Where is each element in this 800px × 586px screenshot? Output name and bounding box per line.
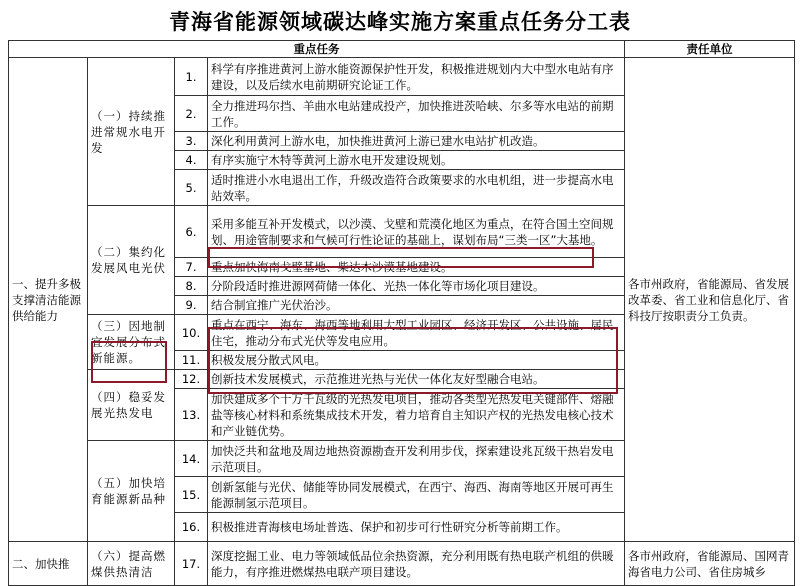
section-cell: 二、加快推 bbox=[9, 542, 88, 586]
task-text: 创新技术发展模式，示范推进光热与光伏一体化友好型融合电站。 bbox=[208, 370, 625, 389]
task-text: 分阶段适时推进源网荷储一体化、光热一体化等市场化项目建设。 bbox=[208, 277, 625, 296]
row-number: 1. bbox=[175, 58, 208, 96]
task-text: 重点加快海南戈壁基地、柴达木沙漠基地建设。 bbox=[208, 258, 625, 277]
task-text: 适时推进小水电退出工作，升级改造符合政策要求的水电机组，进一步提高水电站效率。 bbox=[208, 170, 625, 206]
header-tasks: 重点任务 bbox=[9, 41, 625, 58]
row-number: 12. bbox=[175, 370, 208, 389]
task-text: 科学有序推进黄河上游水能资源保护性开发，积极推进规划内大中型水电站有序建设，以及后续水电前期研究论证工作。 bbox=[208, 58, 625, 96]
row-number: 9. bbox=[175, 296, 208, 315]
row-number: 10. bbox=[175, 315, 208, 351]
task-text: 创新氢能与光伏、储能等协同发展模式，在西宁、海西、海南等地区开展可再生能源制氢示范项目。 bbox=[208, 477, 625, 513]
row-number: 5. bbox=[175, 170, 208, 206]
row-number: 11. bbox=[175, 351, 208, 370]
row-number: 17. bbox=[175, 542, 208, 586]
group-cell: （三）因地制宜发展分布式新能源。 bbox=[88, 315, 175, 370]
document-title: 青海省能源领域碳达峰实施方案重点任务分工表 bbox=[169, 9, 631, 34]
task-text: 加快建成多个十万千瓦级的光热发电项目，推动各类型光热发电关键部件、熔融盐等核心材料和系统集成技术开发，着力培育自主知识产权的光热发电核心技术和产业链优势。 bbox=[208, 389, 625, 441]
task-text: 积极推进青海核电场址普选、保护和初步可行性研究分析等前期工作。 bbox=[208, 513, 625, 542]
header-responsible: 责任单位 bbox=[625, 41, 795, 58]
task-text: 加快泛共和盆地及周边地热资源勘查开发利用步伐，探索建设兆瓦级干热岩发电示范项目。 bbox=[208, 441, 625, 477]
table-row bbox=[9, 58, 795, 96]
task-text: 结合制宜推广光伏治沙。 bbox=[208, 296, 625, 315]
row-number: 16. bbox=[175, 513, 208, 542]
row-number: 14. bbox=[175, 441, 208, 477]
task-text: 全力推进玛尔挡、羊曲水电站建成投产，加快推进茨哈峡、尔多等水电站的前期工作。 bbox=[208, 96, 625, 132]
task-text: 有序实施宁木特等黄河上游水电开发建设规划。 bbox=[208, 151, 625, 170]
responsible-cell: 各市州政府，省能源局、省发展改革委、省工业和信息化厅、省科技厅按职责分工负责。 bbox=[625, 58, 795, 542]
row-number: 7. bbox=[175, 258, 208, 277]
task-text: 重点在西宁、海东、海西等地利用大型工业园区、经济开发区、公共设施、居民住宅，推动分布式光伏等发电应用。 bbox=[208, 315, 625, 351]
group-cell: （二）集约化发展风电光伏 bbox=[88, 206, 175, 315]
row-number: 3. bbox=[175, 132, 208, 151]
responsible-cell: 各市州政府，省能源局、国网青海省电力公司、省住房城乡 bbox=[625, 542, 795, 586]
row-number: 2. bbox=[175, 96, 208, 132]
row-number: 6. bbox=[175, 206, 208, 258]
task-text: 深化利用黄河上游水电，加快推进黄河上游已建水电站扩机改造。 bbox=[208, 132, 625, 151]
table-header-row bbox=[9, 41, 795, 58]
task-table bbox=[8, 40, 795, 586]
row-number: 4. bbox=[175, 151, 208, 170]
row-number: 15. bbox=[175, 477, 208, 513]
group-cell: （四）稳妥发展光热发电 bbox=[88, 370, 175, 441]
row-number: 8. bbox=[175, 277, 208, 296]
group-cell: （一）持续推进常规水电开发 bbox=[88, 58, 175, 206]
task-text: 深度挖掘工业、电力等领域低品位余热资源，充分利用既有热电联产机组的供暖能力，有序推进燃煤热电联产项目建设。 bbox=[208, 542, 625, 586]
group-cell: （六）提高燃煤供热清洁 bbox=[88, 542, 175, 586]
table-row bbox=[9, 542, 795, 586]
group-cell: （五）加快培育能源新品种 bbox=[88, 441, 175, 542]
task-text: 采用多能互补开发模式，以沙漠、戈壁和荒漠化地区为重点，在符合国土空间规划、用途管制要求和气候可行性论证的基础上，谋划布局“三类一区”大基地。 bbox=[208, 206, 625, 258]
row-number: 13. bbox=[175, 389, 208, 441]
section-cell: 一、提升多极支撑清洁能源供给能力 bbox=[9, 58, 88, 542]
task-text: 积极发展分散式风电。 bbox=[208, 351, 625, 370]
